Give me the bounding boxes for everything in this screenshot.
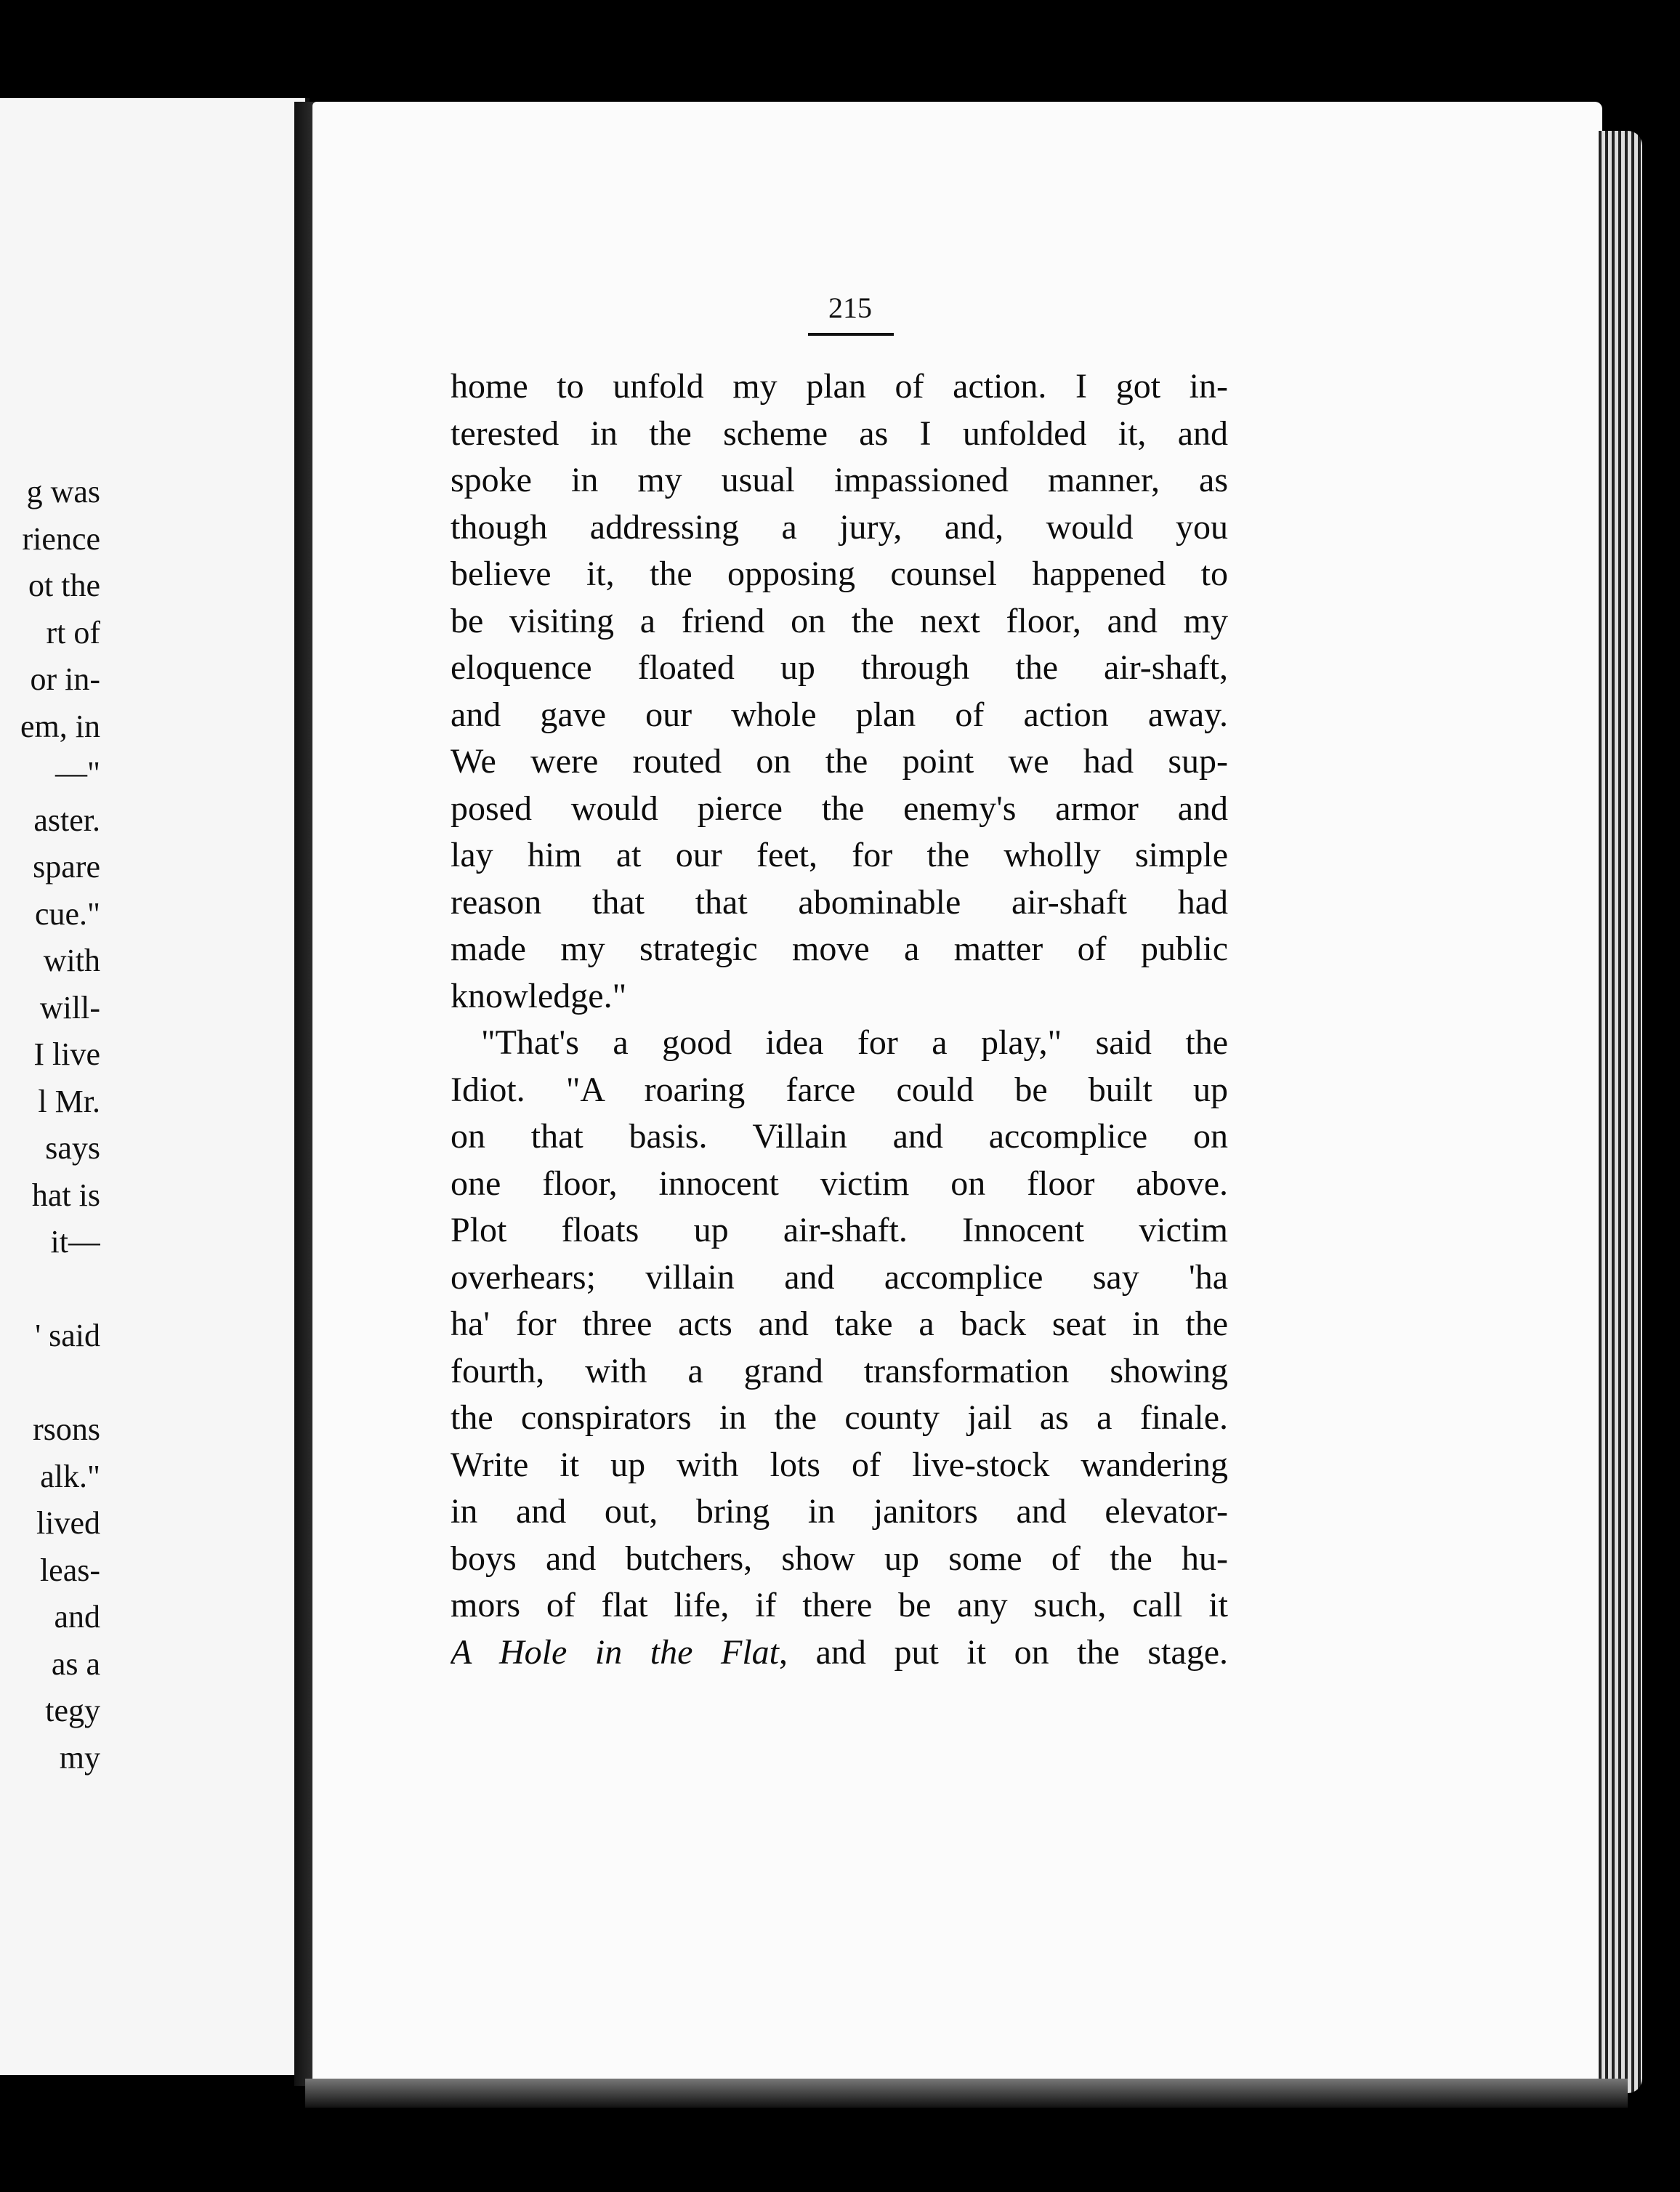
previous-page-line: with (43, 943, 100, 978)
text-line: ha' for three acts and take a back seat in the (451, 1305, 1228, 1343)
play-title-italic: A Hole in the Flat (451, 1632, 780, 1672)
previous-page-line: leas- (39, 1552, 100, 1588)
final-line-rest: , and put it on the stage. (779, 1632, 1228, 1672)
bottom-edge (305, 2079, 1628, 2108)
text-line: made my strategic move a matter of public (451, 930, 1228, 968)
previous-page-line: and (54, 1599, 100, 1635)
page-number-rule (808, 333, 894, 336)
previous-page-line (0, 1360, 100, 1407)
text-line: overhears; villain and accomplice say 'ha (451, 1257, 1228, 1297)
text-line: spoke in my usual impassioned manner, as (451, 461, 1228, 499)
previous-page (0, 98, 310, 2075)
text-line: boys and butchers, show up some of the hu- (451, 1539, 1228, 1578)
previous-page-line: em, in (20, 708, 100, 744)
text-line: reason that that abominable air-shaft had (451, 882, 1228, 922)
text-line: one floor, innocent victim on floor above. (451, 1164, 1228, 1203)
previous-page-line: cue." (34, 895, 100, 932)
text-line: in and out, bring in janitors and elevator- (451, 1492, 1228, 1531)
previous-page-line: or in- (30, 661, 100, 697)
previous-page-line: l Mr. (38, 1083, 100, 1119)
text-line: terested in the scheme as I unfolded it, and (451, 414, 1228, 453)
text-line: We were routed on the point we had sup- (451, 742, 1228, 781)
text-line: fourth, with a grand transformation showing (451, 1351, 1228, 1390)
previous-page-line: rt of (46, 614, 100, 650)
text-line: posed would pierce the enemy's armor and (451, 789, 1228, 828)
previous-page-line: alk." (40, 1458, 100, 1494)
text-line: though addressing a jury, and, would you (451, 507, 1228, 547)
previous-page-line: ' said (35, 1318, 100, 1353)
previous-page-line: I live (33, 1036, 100, 1072)
previous-page-line: ot the (28, 568, 100, 603)
page-body-text (451, 363, 1228, 1676)
text-line-final (451, 1629, 1228, 1677)
text-line: and gave our whole plan of action away. (451, 695, 1228, 734)
text-line: knowledge." (451, 976, 627, 1015)
previous-page-line: tegy (45, 1693, 100, 1728)
previous-page-line: —" (55, 755, 100, 791)
text-line: believe it, the opposing counsel happened to (451, 555, 1228, 593)
previous-page-line: spare (33, 849, 100, 885)
text-line: "That's a good idea for a play," said the (481, 1023, 1228, 1062)
text-line: Idiot. "A roaring farce could be built up (451, 1070, 1228, 1109)
text-line: Plot floats up air-shaft. Innocent victim (451, 1211, 1228, 1249)
previous-page-text (0, 469, 100, 1781)
previous-page-line: rsons (33, 1411, 100, 1447)
text-line: be visiting a friend on the next floor, and my (451, 601, 1228, 640)
previous-page-line: rience (22, 520, 100, 557)
text-line: home to unfold my plan of action. I got in- (451, 367, 1228, 406)
previous-page-line: will- (39, 989, 100, 1026)
text-line: lay him at our feet, for the wholly simple (451, 836, 1228, 874)
page-edges (1599, 131, 1642, 2093)
previous-page-line (0, 1266, 100, 1313)
text-line: eloquence floated up through the air-shaft, (451, 648, 1228, 687)
previous-page-line: aster. (33, 802, 100, 838)
text-line: Write it up with lots of live-stock wandering (451, 1445, 1228, 1484)
text-line: the conspirators in the county jail as a finale. (451, 1398, 1228, 1437)
previous-page-line: it— (50, 1224, 100, 1260)
previous-page-line: lived (36, 1505, 100, 1541)
previous-page-line: my (59, 1739, 100, 1776)
previous-page-line: hat is (31, 1177, 100, 1213)
page-number: 215 (828, 291, 872, 324)
previous-page-line: says (45, 1130, 100, 1166)
previous-page-line: g was (26, 474, 100, 509)
text-line: on that basis. Villain and accomplice on (451, 1117, 1228, 1156)
previous-page-line: as a (51, 1645, 100, 1682)
text-line: mors of flat life, if there be any such, call it (451, 1586, 1228, 1624)
